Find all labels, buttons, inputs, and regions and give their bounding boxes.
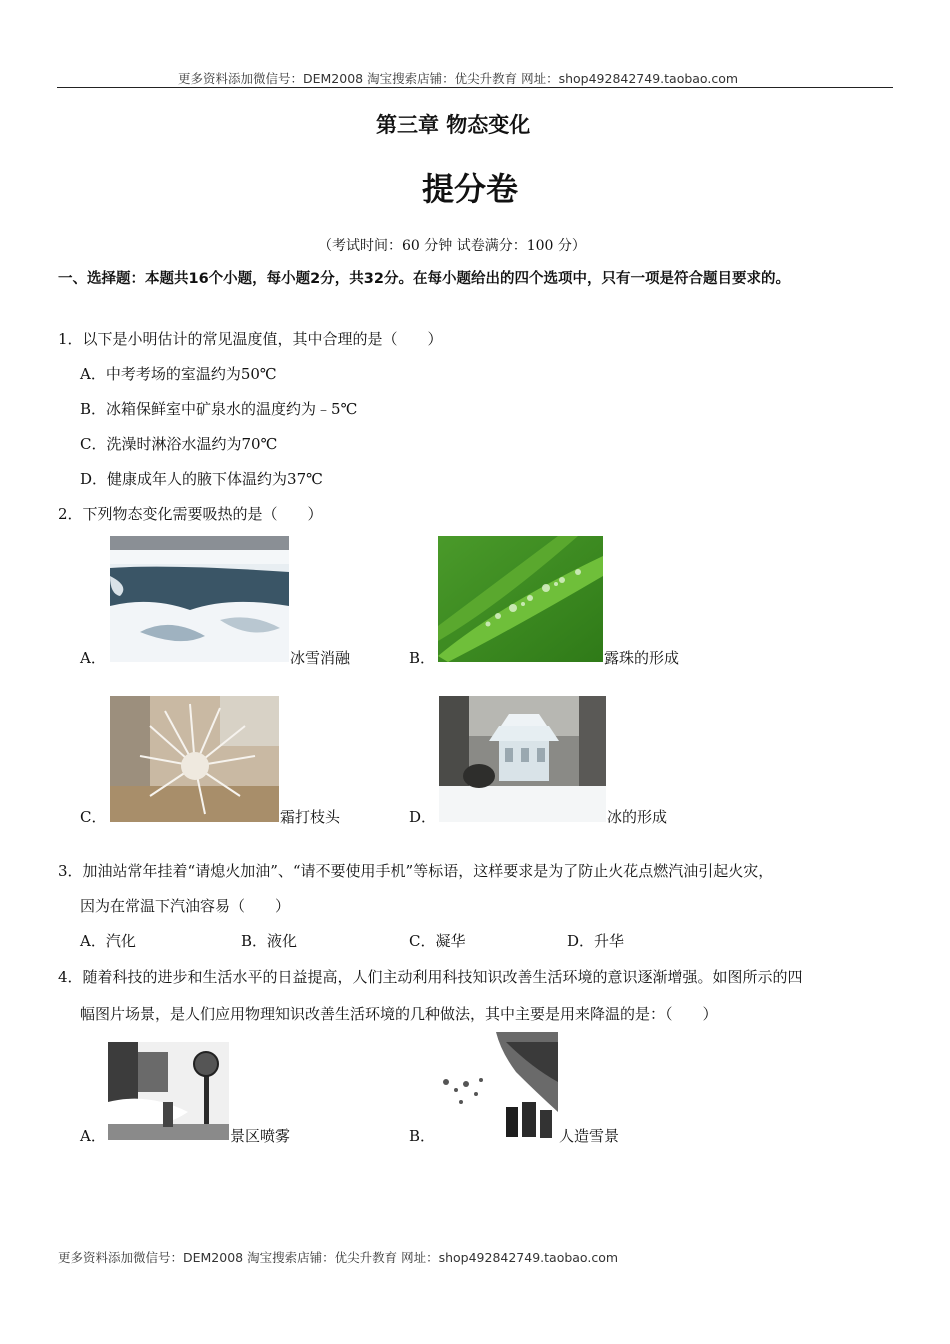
section-heading: 一、选择题：本题共16个小题，每小题2分，共32分。在每小题给出的四个选项中，只有一项是符合题目要求的。 bbox=[58, 271, 790, 287]
question-4-option-b-letter: B． bbox=[409, 1127, 436, 1145]
snow-melting-image bbox=[110, 536, 289, 662]
chapter-title: 第三章 物态变化 bbox=[376, 113, 531, 137]
exam-info: （考试时间：60 分钟 试卷满分：100 分） bbox=[318, 238, 586, 254]
page-footer-text: 更多资料添加微信号：DEM2008 淘宝搜索店铺：优尖升教育 网址：shop492842749.taobao.com bbox=[58, 1250, 619, 1265]
question-2-option-a-caption: 冰雪消融 bbox=[290, 649, 351, 667]
question-1-option-a: A．中考考场的室温约为50℃ bbox=[80, 365, 277, 383]
question-2-option-b-caption: 露珠的形成 bbox=[604, 649, 680, 667]
scenic-spray-image bbox=[108, 1042, 229, 1140]
question-2-option-d-letter: D． bbox=[409, 808, 437, 826]
frost-branches-image bbox=[110, 696, 279, 822]
artificial-snow-image bbox=[436, 1032, 558, 1140]
question-3-option-a: A．汽化 bbox=[80, 932, 136, 950]
question-3-option-d: D．升华 bbox=[567, 932, 625, 950]
question-1-option-c: C．洗澡时淋浴水温约为70℃ bbox=[80, 435, 278, 453]
question-3-option-b: B．液化 bbox=[241, 932, 298, 950]
question-2-stem: 2．下列物态变化需要吸热的是（ ） bbox=[58, 505, 323, 523]
header-divider bbox=[57, 87, 893, 88]
question-4-option-a-caption: 景区喷雾 bbox=[230, 1127, 291, 1145]
question-3-stem-line-2: 因为在常温下汽油容易（ ） bbox=[80, 897, 291, 915]
question-2-option-b-letter: B． bbox=[409, 649, 436, 667]
question-1-stem: 1．以下是小明估计的常见温度值，其中合理的是（ ） bbox=[58, 330, 443, 348]
question-1-option-b: B．冰箱保鲜室中矿泉水的温度约为﹣5℃ bbox=[80, 400, 358, 418]
question-2-option-c-caption: 霜打枝头 bbox=[280, 808, 341, 826]
question-1-option-d: D．健康成年人的腋下体温约为37℃ bbox=[80, 470, 323, 488]
dew-drops-image bbox=[438, 536, 603, 662]
question-2-option-a-letter: A． bbox=[80, 649, 106, 667]
page-header-text: 更多资料添加微信号：DEM2008 淘宝搜索店铺：优尖升教育 网址：shop492842749.taobao.com bbox=[178, 71, 739, 86]
question-4-stem-line-1: 4．随着科技的进步和生活水平的日益提高，人们主动利用科技知识改善生活环境的意识逐渐增强。如图所示的四 bbox=[58, 968, 803, 986]
question-4-option-b-caption: 人造雪景 bbox=[559, 1127, 620, 1145]
ice-sculpture-image bbox=[439, 696, 606, 822]
question-2-option-c-letter: C． bbox=[80, 808, 107, 826]
question-2-option-d-caption: 冰的形成 bbox=[607, 808, 668, 826]
question-3-option-c: C．凝华 bbox=[409, 932, 466, 950]
paper-title: 提分卷 bbox=[422, 170, 519, 208]
question-3-stem-line-1: 3．加油站常年挂着“请熄火加油”、“请不要使用手机”等标语，这样要求是为了防止火花点燃汽油引起火灾， bbox=[58, 862, 774, 880]
question-4-option-a-letter: A． bbox=[80, 1127, 106, 1145]
question-4-stem-line-2: 幅图片场景，是人们应用物理知识改善生活环境的几种做法，其中主要是用来降温的是：（ ） bbox=[80, 1005, 718, 1023]
